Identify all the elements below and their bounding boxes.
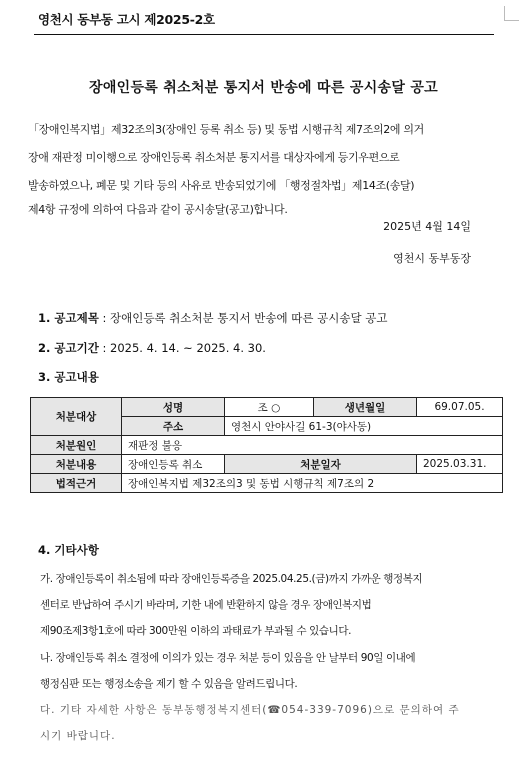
cell-birth-value: 69.07.05. xyxy=(417,398,503,417)
cell-target-label: 처분대상 xyxy=(31,398,122,436)
notice-title: 장애인등록 취소처분 통지서 반송에 따른 공시송달 공고 xyxy=(89,80,438,96)
section-label: 1. 공고제목 xyxy=(38,311,99,325)
section-label: 4. 기타사항 xyxy=(38,543,99,557)
section-label: 3. 공고내용 xyxy=(38,370,99,384)
header-rule xyxy=(34,34,494,35)
etc-ga-line-2: 센터로 반납하여 주시기 바라며, 기한 내에 반환하지 않을 경우 장애인복지법 xyxy=(40,599,372,611)
etc-ga-line-1: 가. 장애인등록이 취소됨에 따라 장애인등록증을 2025.04.25.(금)까지 가까운 행정복지 xyxy=(40,573,423,585)
page-corner-mark xyxy=(504,6,519,21)
cell-address-value: 영천시 안야사길 61-3(야사동) xyxy=(225,417,503,436)
notice-number: 영천시 동부동 고시 제2025-2호 xyxy=(38,12,215,27)
etc-na-line-1: 나. 장애인등록 취소 결정에 이의가 있는 경우 처분 등이 있음을 안 날부터 90일 이내에 xyxy=(40,652,416,664)
etc-ga-line-3: 제90조제3항1호에 따라 300만원 이하의 과태료가 부과될 수 있습니다. xyxy=(40,625,352,637)
section-label: 2. 공고기간 xyxy=(38,341,99,355)
body-line-4: 제4항 규정에 의하여 다음과 같이 공시송달(공고)합니다. xyxy=(28,203,288,216)
cell-date-label: 처분일자 xyxy=(225,455,417,474)
etc-na-line-2: 행정심판 또는 행정소송을 제기 할 수 있음을 알려드립니다. xyxy=(40,678,298,690)
section-title-subject xyxy=(38,310,387,326)
section-content xyxy=(38,369,99,385)
cell-name-label: 성명 xyxy=(122,398,225,417)
cell-basis-label: 법적근거 xyxy=(31,474,122,493)
cell-reason-value: 재판정 불응 xyxy=(122,436,503,455)
cell-content-value: 장애인등록 취소 xyxy=(122,455,225,474)
body-line-2: 장애 재판정 미이행으로 장애인등록 취소처분 통지서를 대상자에게 등기우편으로 xyxy=(28,151,400,164)
cell-reason-label: 처분원인 xyxy=(31,436,122,455)
cell-content-label: 처분내용 xyxy=(31,455,122,474)
cell-basis-value: 장애인복지법 제32조의3 및 동법 시행규칙 제7조의 2 xyxy=(122,474,503,493)
section-period xyxy=(38,340,266,356)
body-line-1: 「장애인복지법」제32조의3(장애인 등록 취소 등) 및 동법 시행규칙 제7조의2에 의거 xyxy=(28,123,424,136)
section-etc xyxy=(38,542,99,558)
etc-da-line-2: 시기 바랍니다. xyxy=(40,730,116,742)
etc-da-line-1: 다. 기타 자세한 사항은 동부동행정복지센터(☎054-339-7096)으로 문의하여 주 xyxy=(40,704,460,716)
body-line-3: 발송하였으나, 폐문 및 기타 등의 사유로 반송되었기에 「행정절차법」제14조(송달) xyxy=(28,179,415,192)
notice-date: 2025년 4월 14일 xyxy=(383,220,471,233)
cell-birth-label: 생년월일 xyxy=(314,398,417,417)
cell-name-value: 조 ○ xyxy=(225,398,314,417)
cell-date-value: 2025.03.31. xyxy=(417,455,503,474)
cell-address-label: 주소 xyxy=(122,417,225,436)
section-value: : 2025. 4. 14. ~ 2025. 4. 30. xyxy=(98,341,266,355)
disposition-table xyxy=(30,397,503,493)
section-value: : 장애인등록 취소처분 통지서 반송에 따른 공시송달 공고 xyxy=(98,311,388,325)
issuer: 영천시 동부동장 xyxy=(393,252,471,265)
